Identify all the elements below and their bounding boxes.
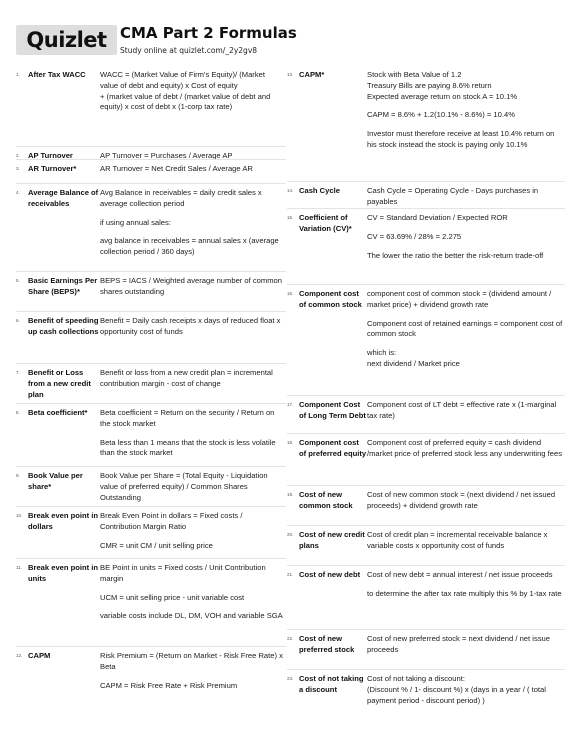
formula-term: Benefit of speeding up cash collections [28, 316, 99, 336]
formula-entry [287, 284, 565, 395]
formula-term: CAPM* [299, 70, 325, 79]
formula-definition [367, 434, 565, 485]
definition-paragraph: avg balance in receivables = annual sales x (average collection period / 360 days) [100, 236, 279, 257]
definition-paragraph: CAPM = Risk Free Rate + Risk Premium [100, 680, 238, 690]
entry-number: 1. [16, 72, 20, 77]
entry-number: 17. [287, 402, 294, 407]
definition-paragraph: Component cost of preferred equity = cash dividend /market price of preferred stock less any underwriting fees [367, 438, 562, 458]
definition-paragraph: BEPS = IACS / Weighted average number of common shares outstanding [100, 276, 282, 296]
formula-definition [100, 507, 286, 558]
formula-term: Break even point in dollars [28, 511, 99, 531]
definition-paragraph: UCM = unit selling price - unit variable cost [100, 592, 245, 602]
formula-term: CAPM [28, 651, 51, 660]
entry-number: 20. [287, 532, 294, 537]
definition-paragraph: AP Turnover = Purchases / Average AP [100, 151, 233, 160]
definition-paragraph: Book Value per Share = (Total Equity - Liquidation value of preferred equity) / Common Shares Outstanding [100, 471, 268, 502]
definition-paragraph: Cost of new preferred stock = next dividend / net issue proceeds [367, 634, 550, 654]
left-column [16, 66, 286, 702]
formula-term: Component cost of common stock [299, 289, 362, 309]
formula-definition [367, 566, 565, 629]
definition-paragraph: Component cost of retained earnings = component cost of common stock [367, 318, 563, 339]
formula-term: Component Cost of Long Term Debt [299, 400, 366, 420]
formula-entry [16, 311, 286, 363]
page-title: CMA Part 2 Formulas [120, 24, 297, 42]
formula-definition [367, 526, 565, 565]
formula-entry [287, 525, 565, 565]
definition-paragraph: CV = 63.69% / 28% = 2.275 [367, 231, 462, 241]
entry-number: 8. [16, 410, 20, 415]
formula-term: Cost of new credit plans [299, 530, 365, 550]
formula-entry [287, 433, 565, 485]
definition-paragraph: The lower the ratio the better the risk-return trade-off [367, 250, 544, 260]
formula-definition [367, 670, 565, 721]
formula-term: Component cost of preferred equity [299, 438, 367, 458]
formula-entry [287, 66, 565, 181]
definition-paragraph: Component cost of LT debt = effective rate x (1-marginal tax rate) [367, 400, 557, 420]
definition-paragraph: Cost of not taking a discount: (Discount % / 1- discount %) x (days in a year / ( total payment period - discount period) ) [367, 674, 546, 705]
formula-entry [16, 466, 286, 506]
formula-term: Cost of not taking a discount [299, 674, 364, 694]
entry-number: 12. [16, 653, 23, 658]
formula-entry [16, 558, 286, 646]
formula-definition [367, 209, 565, 284]
definition-paragraph: Benefit or loss from a new credit plan = incremental contribution margin - cost of change [100, 368, 273, 388]
entry-number: 13. [287, 72, 294, 77]
formula-definition [100, 404, 286, 466]
formula-entry [287, 485, 565, 525]
formula-definition [367, 486, 565, 525]
definition-paragraph: Cost of new common stock = (next dividend / net issued proceeds) + dividend growth rate [367, 490, 556, 510]
formula-entry [287, 208, 565, 284]
formula-term: Break even point in units [28, 563, 99, 583]
definition-paragraph: Beta coefficient = Return on the security / Return on the stock market [100, 408, 275, 428]
definition-paragraph: Benefit = Daily cash receipts x days of reduced float x opportunity cost of funds [100, 316, 281, 336]
formula-term: Benefit or Loss from a new credit plan [28, 368, 91, 399]
formula-definition [367, 182, 565, 208]
definition-paragraph: Investor must therefore receive at least 10.4% return on his stock instead the stock is paying only 10.1% [367, 129, 555, 149]
formula-term: Cost of new debt [299, 570, 361, 579]
formula-entry [16, 363, 286, 403]
definition-paragraph: Cost of credit plan = incremental receivable balance x variable costs x opportunity cost of funds [367, 530, 548, 550]
formula-term: Beta coefficient* [28, 408, 88, 417]
formula-entry [16, 506, 286, 558]
definition-paragraph: Cost of new debt = annual interest / net issue proceeds [367, 570, 553, 579]
formula-definition [367, 630, 565, 669]
formula-term: After Tax WACC [28, 70, 86, 79]
entry-number: 11. [16, 565, 22, 570]
formula-entry [16, 646, 286, 702]
formula-definition [100, 467, 286, 506]
formula-definition [100, 160, 286, 183]
entry-number: 15. [287, 215, 294, 220]
formula-definition [100, 272, 286, 311]
formula-term: AP Turnover [28, 151, 73, 160]
definition-paragraph: Risk Premium = (Return on Market - Risk Free Rate) x Beta [100, 651, 283, 671]
entry-number: 9. [16, 473, 20, 478]
definition-paragraph: Avg Balance in receivables = daily credit sales x average collection period [100, 188, 262, 208]
formula-definition [367, 66, 565, 181]
definition-paragraph: component cost of common stock = (dividend amount / market price) + dividend growth rate [367, 289, 552, 309]
formula-term: Cost of new preferred stock [299, 634, 355, 654]
formula-entry [16, 159, 286, 183]
entry-number: 3. [16, 166, 20, 171]
study-online-link[interactable]: Study online at quizlet.com/_2y2gv8 [120, 46, 258, 55]
definition-paragraph: CMR = unit CM / unit selling price [100, 540, 213, 550]
formula-definition [100, 364, 286, 403]
entry-number: 18. [287, 440, 294, 445]
definition-paragraph: CAPM = 8.6% + 1.2(10.1% - 8.6%) = 10.4% [367, 110, 515, 120]
entry-number: 5. [16, 278, 20, 283]
formula-term: AR Turnover* [28, 164, 77, 173]
entry-number: 7. [16, 370, 20, 375]
formula-term: Average Balance of receivables [28, 188, 99, 208]
definition-paragraph: Beta less than 1 means that the stock is less volatile than the stock market [100, 437, 276, 458]
formula-definition [100, 66, 286, 146]
definition-paragraph: if using annual sales: [100, 217, 171, 227]
formula-definition [367, 396, 565, 433]
right-column [287, 66, 565, 721]
formula-definition [100, 312, 286, 363]
definition-paragraph: Cash Cycle = Operating Cycle - Days purchases in payables [367, 186, 539, 206]
definition-paragraph: to determine the after tax rate multiply this % by 1-tax rate [367, 588, 562, 598]
entry-number: 23. [287, 676, 294, 681]
formula-entry [16, 66, 286, 146]
formula-entry [287, 565, 565, 629]
formula-entry [287, 669, 565, 721]
definition-paragraph: Break Even Point in dollars = Fixed costs / Contribution Margin Ratio [100, 511, 243, 531]
definition-paragraph: which is: next dividend / Market price [367, 348, 460, 368]
definition-paragraph: CV = Standard Deviation / Expected ROR [367, 213, 508, 222]
formula-entry [16, 403, 286, 466]
entry-number: 4. [16, 190, 20, 195]
entry-number: 22. [287, 636, 294, 641]
entry-number: 10. [16, 513, 23, 518]
definition-paragraph: AR Turnover = Net Credit Sales / Average AR [100, 164, 253, 173]
definition-paragraph: BE Point in units = Fixed costs / Unit Contribution margin [100, 563, 266, 583]
formula-entry [287, 395, 565, 433]
entry-number: 2. [16, 153, 20, 158]
formula-definition [100, 559, 286, 646]
entry-number: 16. [287, 291, 294, 296]
formula-definition [367, 285, 565, 395]
entry-number: 19. [287, 492, 294, 497]
formula-entry [16, 146, 286, 159]
formula-entry [16, 183, 286, 271]
formula-term: Cash Cycle [299, 186, 340, 195]
entry-number: 6. [16, 318, 20, 323]
formula-term: Book Value per share* [28, 471, 83, 491]
formula-entry [287, 629, 565, 669]
page-header [0, 0, 581, 62]
formula-definition [100, 147, 286, 159]
formula-entry [287, 181, 565, 208]
quizlet-logo: Quizlet [16, 25, 117, 55]
formula-definition [100, 184, 286, 271]
formula-definition [100, 647, 286, 702]
definition-paragraph: variable costs include DL, DM, VOH and variable SGA [100, 611, 283, 621]
formula-term: Cost of new common stock [299, 490, 353, 510]
definition-paragraph: WACC = (Market Value of Firm's Equity)/ (Market value of debt and equity) x Cost of equity + (market value of debt / (market value of debt and equity) x cost of debt x (1-corp tax rate) [100, 70, 271, 112]
entry-number: 14. [287, 188, 294, 193]
formula-term: Basic Earnings Per Share (BEPS)* [28, 276, 98, 296]
definition-paragraph: Stock with Beta Value of 1.2 Treasury Bills are paying 8.6% return Expected average return on stock A = 10.1% [367, 70, 518, 101]
formula-entry [16, 271, 286, 311]
entry-number: 21. [287, 572, 294, 577]
formula-term: Coefficient of Variation (CV)* [299, 213, 352, 233]
